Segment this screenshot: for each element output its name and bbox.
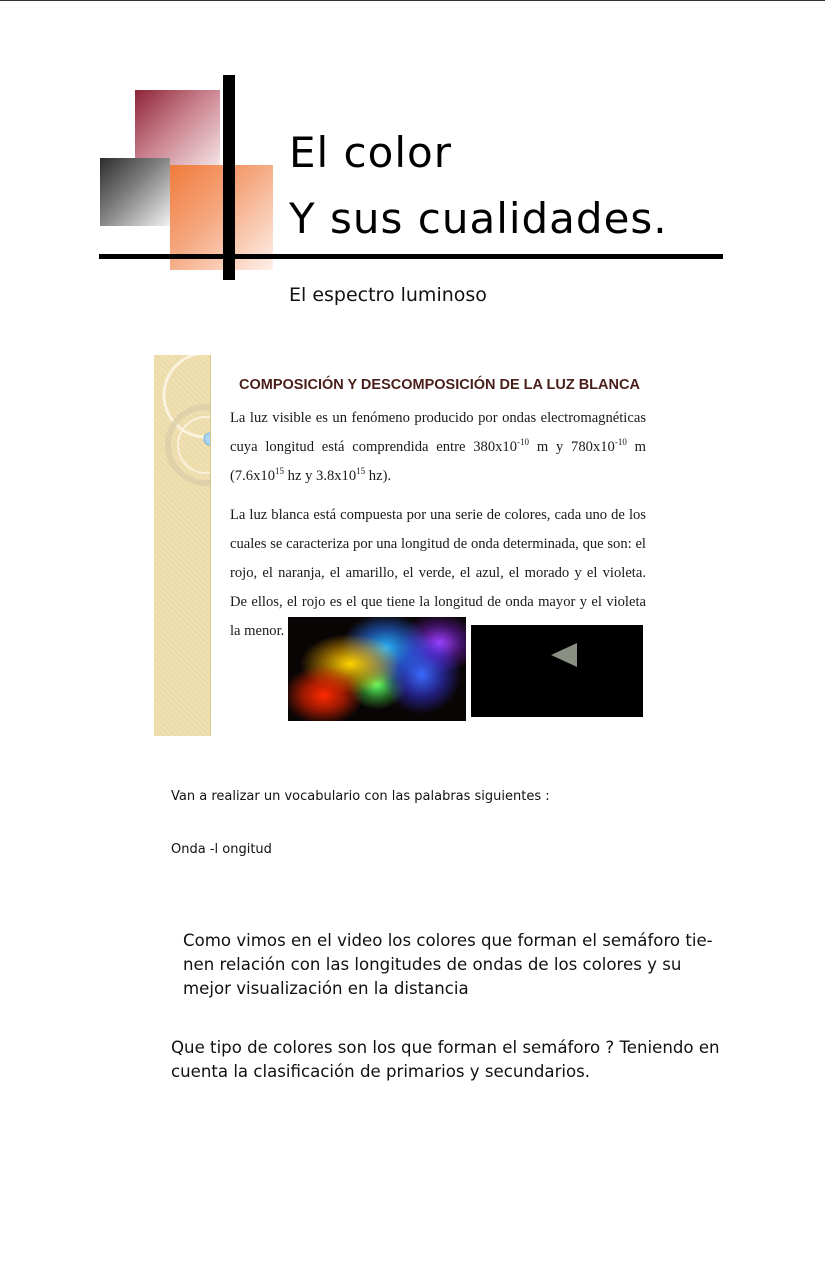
text-run: La luz visible es un fenómeno producido por ondas electromagnéticas cuya longitud está comprendida entre 380x10 [230,410,646,455]
text-run: hz). [365,468,392,484]
exponent: 15 [356,466,366,477]
decor-square-gray [100,158,170,226]
panel-heading: COMPOSICIÓN Y DESCOMPOSICIÓN DE LA LUZ BLANCA [239,377,640,393]
decor-vertical-bar [223,75,235,280]
vocabulary-instruction: Van a realizar un vocabulario con las palabras siguientes : [171,789,550,804]
exponent: -10 [517,437,530,448]
question-text: Que tipo de colores son los que forman el semáforo ? Teniendo en cuenta la clasificación de primarios y secundarios. [171,1038,720,1081]
exponent: -10 [614,437,627,448]
panel-side-decoration [154,355,211,736]
page-title-line-1: El color [289,128,452,177]
vocabulary-words: Onda -l ongitud [171,842,272,857]
light-spectrum-image [288,617,466,721]
prism-icon [551,643,577,667]
text-run: hz y 3.8x10 [284,468,357,484]
exponent: 15 [275,466,284,477]
panel-paragraph-1 [230,404,646,491]
page-subtitle: El espectro luminoso [289,284,487,306]
top-border [0,0,825,1]
swirl-decoration-icon [154,355,210,736]
panel-paragraph-2: La luz blanca está compuesta por una serie de colores, cada uno de los cuales se caracteriza por una longitud de onda determinada, que son: el rojo, el naranja, el amarillo, el verde, el azul, el morado y el violeta. De ellos, el rojo es el que tiene la longitud de onda mayor y el violeta la menor. [230,507,646,639]
prism-video-thumbnail[interactable] [471,625,643,717]
page-title-line-2: Y sus cualidades. [289,194,668,243]
text-run: m y 780x10 [529,439,615,455]
decor-horizontal-rule [99,254,723,259]
text-run: m (7.6x10 [230,439,646,484]
embedded-document-panel [154,355,664,736]
video-note: Como vimos en el video los colores que forman el semáforo tie-nen relación con las longitudes de ondas de los colores y su mejor visualización en la distancia [183,931,713,998]
